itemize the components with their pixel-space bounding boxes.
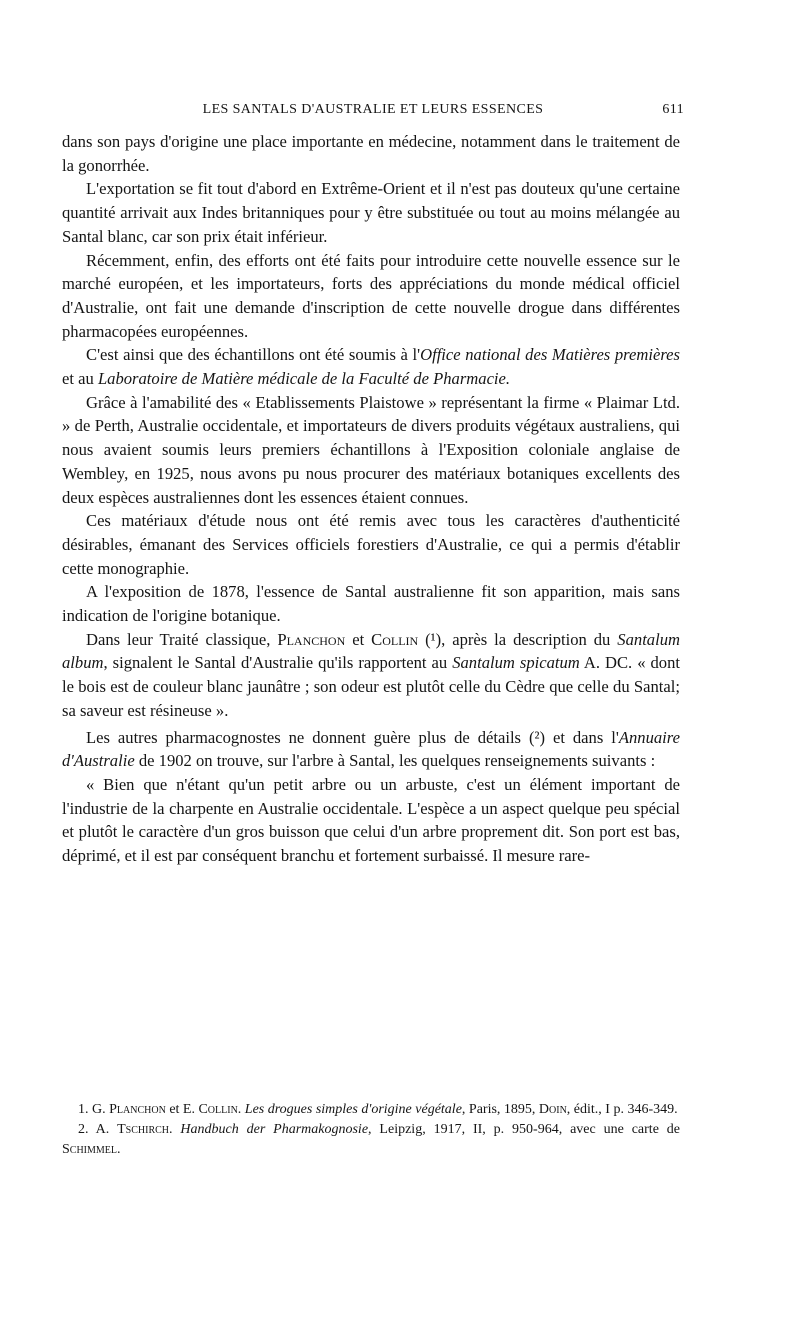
- footnotes: [62, 1100, 680, 1160]
- body-text: [62, 130, 680, 868]
- footnote-2: [62, 1120, 680, 1160]
- fn1-text-a: 1. G.: [78, 1102, 110, 1117]
- fn1-author-planchon: Planchon: [109, 1102, 166, 1117]
- p8-text-c: et: [345, 629, 372, 649]
- running-head: [62, 102, 684, 122]
- p8-text-i: A. DC. « dont le bois est de couleur blanc jaunâtre ; son odeur est plutôt celle du Cèdre que celle du Santal; sa saveur est résineuse ».: [62, 653, 680, 720]
- fn2-text-g: .: [117, 1142, 121, 1157]
- fn2-title-italic: Handbuch der Pharmakognosie: [180, 1122, 369, 1137]
- fn2-text-c: .: [169, 1122, 181, 1137]
- p8-text-e: (¹), après la description du: [418, 629, 618, 649]
- paragraph-3: Récemment, enfin, des efforts ont été faits pour introduire cette nouvelle essence sur le marché européen, et les importateurs, forts des appréciations du monde médical officiel d'Australie, ont fait une demande d'inscription de cette nouvelle drogue dans différentes pharmacopées européennes.: [62, 250, 680, 341]
- paragraph-1: dans son pays d'origine une place importante en médecine, notamment dans le traitement de la gonorrhée.: [62, 132, 680, 175]
- paragraph-10: « Bien que n'étant qu'un petit arbre ou un arbuste, c'est un élément important de l'industrie de la charpente en Australie occidentale. L'espèce a un aspect quelque peu spécial et plutôt le caractère d'un gros buisson que celui d'un arbre proprement dit. Son port est bas, déprimé, et il est par conséquent branchu et fortement surbaissé. Il mesure rare-: [62, 774, 680, 866]
- p9-text-c: de 1902 on trouve, sur l'arbre à Santal, les quelques renseignements suivants :: [134, 751, 656, 771]
- fn1-text-c: et E.: [165, 1102, 199, 1117]
- annuaire-italic: Annuaire d'Australie: [62, 727, 680, 771]
- fn1-text-i: , édit., I p. 346-349.: [566, 1102, 678, 1117]
- p8-text-a: Dans leur Traité classique,: [86, 629, 278, 649]
- fn2-text-a: 2. A.: [78, 1122, 118, 1137]
- author-collin: Collin: [371, 629, 419, 649]
- fn2-author-tschirch: Tschirch: [117, 1122, 170, 1137]
- fn1-author-collin: Collin: [198, 1102, 238, 1117]
- p4-laboratoire-italic: Laboratoire de Matière médicale de la Faculté de Pharmacie.: [97, 369, 511, 389]
- footnote-1: [62, 1100, 680, 1120]
- fn2-text-e: , Leipzig, 1917, II, p. 950-964, avec une carte de: [368, 1122, 680, 1137]
- fn1-text-g: , Paris, 1895,: [461, 1102, 539, 1117]
- paragraph-6: Ces matériaux d'étude nous ont été remis avec tous les caractères d'authenticité désirables, émanant des Services officiels forestiers d'Australie, ce qui a permis d'établir cette monographie.: [62, 511, 680, 578]
- paragraph-2: L'exportation se fit tout d'abord en Extrême-Orient et il n'est pas douteux qu'une certaine quantité arrivait aux Indes britanniques pour y être substituée ou tout au moins mélangée au Santal blanc, car son prix était inférieur.: [62, 179, 680, 246]
- author-planchon: Planchon: [277, 629, 346, 649]
- p4-text-a: C'est ainsi que des échantillons ont été soumis à l': [86, 345, 421, 365]
- fn1-text-e: .: [237, 1102, 245, 1117]
- species-santalum-spicatum: Santalum spicatum: [452, 653, 580, 673]
- paragraph-8: [62, 628, 680, 723]
- running-title: LES SANTALS D'AUSTRALIE ET LEURS ESSENCES: [202, 102, 544, 117]
- species-santalum-album: Santalum album: [62, 629, 680, 673]
- p4-office-italic: Office national des Matières premières: [420, 345, 680, 365]
- p8-text-g: , signalent le Santal d'Australie qu'ils rapportent au: [103, 653, 453, 673]
- p9-text-a: Les autres pharmacognostes ne donnent guère plus de détails (²) et dans l': [86, 727, 619, 747]
- fn1-publisher-doin: Doin: [538, 1102, 567, 1117]
- fn2-schimmel: Schimmel: [62, 1142, 118, 1157]
- page-number: 611: [662, 102, 684, 117]
- paragraph-9: [62, 726, 680, 773]
- paragraph-4: [62, 343, 680, 390]
- paragraph-7: A l'exposition de 1878, l'essence de Santal australienne fit son apparition, mais sans indication de l'origine botanique.: [62, 582, 680, 626]
- fn1-title-italic: Les drogues simples d'origine végétale: [244, 1102, 462, 1117]
- paragraph-5: Grâce à l'amabilité des « Etablissements Plaistowe » représentant la firme « Plaimar Ltd. » de Perth, Australie occidentale, et importateurs de divers produits végétaux australiens, qui nous avaient soumis leurs premiers échantillons à l'Exposition coloniale anglaise de Wembley, en 1925, nous avons pu nous procurer des matériaux botaniques excellents des deux espèces australiennes dont les essences étaient connues.: [62, 392, 680, 507]
- p4-text-c: et au: [62, 369, 98, 389]
